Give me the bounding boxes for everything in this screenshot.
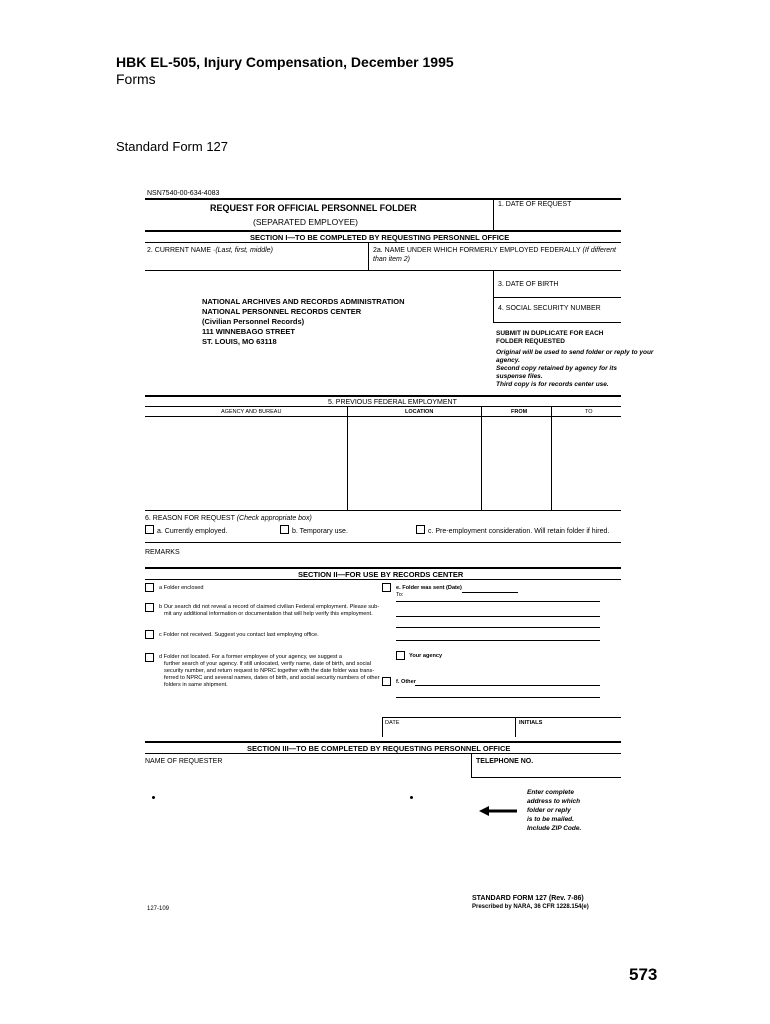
s2-e-checkbox[interactable]: [382, 583, 391, 592]
rule: [471, 777, 621, 778]
s2-b-line-1: b Our search did not reveal a record of claimed civilian Federal employment. Please sub-: [159, 604, 380, 610]
divider: [493, 198, 494, 230]
col-from: FROM: [511, 409, 528, 415]
form-code: 127-109: [147, 906, 170, 912]
rule: [396, 616, 600, 617]
s2-b-checkbox[interactable]: [145, 603, 154, 612]
rule: [396, 627, 600, 628]
submit-note-2: FOLDER REQUESTED: [496, 338, 565, 345]
rule: [145, 510, 621, 511]
field-reason-hint: (Check appropriate box): [236, 515, 312, 522]
address-line-3: (Civilian Personnel Records): [202, 317, 305, 326]
form-subtitle: (SEPARATED EMPLOYEE): [253, 217, 359, 227]
s2-d-line-3: security number, and return request to NPRC together with the date folder was trans-: [164, 668, 375, 674]
col-agency: AGENCY AND BUREAU: [221, 409, 282, 415]
copy-note-5: Third copy is for records center use.: [496, 381, 609, 388]
title-text: HBK EL-505, Injury Compensation, December 1995: [116, 54, 454, 70]
enter-note-4: is to be mailed.: [527, 816, 574, 823]
divider: [551, 406, 552, 510]
s2-c-label: c Folder not received. Suggest you contact last employing office.: [159, 632, 319, 638]
field-current-name-label: 2. CURRENT NAME ·: [147, 247, 216, 254]
s2-b-line-2: mit any additional information or documentation that will help verify this employment.: [164, 611, 373, 617]
nsn-number: NSN7540-00-634-4083: [147, 190, 220, 197]
enter-note-3: folder or reply: [527, 807, 571, 814]
rule: [145, 230, 621, 232]
form-title: REQUEST FOR OFFICIAL PERSONNEL FOLDER: [210, 203, 417, 213]
s2-d-line-1: d Folder not located. For a former employee of your agency, we suggest a: [159, 654, 343, 660]
field-former-name-label: 2a. NAME UNDER WHICH FORMERLY EMPLOYED FEDERALLY: [373, 247, 581, 254]
divider: [347, 406, 348, 510]
rule: [382, 717, 621, 718]
s2-a-label: a Folder enclosed: [159, 585, 204, 591]
reason-a-label: a. Currently employed.: [157, 528, 228, 535]
field-former-name-hint-1: (If different: [582, 247, 617, 254]
address-line-4: 111 WINNEBAGO STREET: [202, 327, 295, 336]
document-title: [116, 54, 454, 70]
divider: [493, 270, 494, 322]
copy-note-4: suspense files.: [496, 373, 543, 380]
reason-c-label: c. Pre-employment consideration. Will retain folder if hired.: [428, 528, 610, 535]
enter-note-5: Include ZIP Code.: [527, 825, 582, 832]
document-subtitle: Forms: [116, 71, 156, 87]
copy-note-3: Second copy retained by agency for its: [496, 365, 618, 372]
rule: [396, 697, 600, 698]
rule: [462, 592, 518, 593]
field-ssn[interactable]: 4. SOCIAL SECURITY NUMBER: [498, 305, 601, 312]
rule: [396, 640, 600, 641]
divider: [368, 242, 369, 270]
reason-b-checkbox[interactable]: [280, 525, 289, 534]
field-reason-label: 6. REASON FOR REQUEST: [145, 515, 235, 522]
rule: [145, 753, 621, 754]
field-telephone[interactable]: TELEPHONE NO.: [476, 758, 534, 765]
s2-other-checkbox[interactable]: [382, 677, 391, 686]
s2-e-label: e. Folder was sent (Date): [396, 585, 462, 591]
footer-form-title: STANDARD FORM 127 (Rev. 7-86): [472, 895, 584, 902]
section-2-heading: SECTION II—FOR USE BY RECORDS CENTER: [298, 570, 464, 579]
rule: [145, 741, 621, 743]
divider: [515, 717, 516, 737]
initials-field[interactable]: INITIALS: [519, 720, 543, 726]
field-current-name[interactable]: [147, 246, 273, 255]
footer-prescribed: Prescribed by NARA, 36 CFR 1228.154(e): [472, 904, 589, 910]
rule: [145, 579, 621, 580]
s2-d-line-2: further search of your agency. If still unlocated, verify name, date of birth, and social: [164, 661, 371, 667]
rule: [145, 395, 621, 397]
rule: [396, 601, 600, 602]
rule: [145, 567, 621, 569]
rule: [145, 270, 621, 271]
section-3-heading: SECTION III—TO BE COMPLETED BY REQUESTING PERSONNEL OFFICE: [247, 744, 511, 753]
copy-note-1: Original will be used to send folder or reply to your: [496, 349, 654, 356]
s2-c-checkbox[interactable]: [145, 630, 154, 639]
s2-your-agency-checkbox[interactable]: [396, 651, 405, 660]
s2-d-line-4: ferred to NPRC and several names, dates of birth, and social security numbers of other: [164, 675, 380, 681]
reason-c-checkbox[interactable]: [416, 525, 425, 534]
remarks-label[interactable]: REMARKS: [145, 549, 180, 556]
rule: [145, 416, 621, 417]
col-to: TO: [585, 409, 593, 415]
divider: [382, 717, 383, 737]
enter-note-1: Enter complete: [527, 789, 574, 796]
field-date-of-request[interactable]: 1. DATE OF REQUEST: [498, 201, 572, 208]
form-label: Standard Form 127: [116, 139, 229, 154]
col-location: LOCATION: [405, 409, 434, 415]
field-current-name-hint: (Last, first, middle): [215, 247, 273, 254]
s2-to-label: To:: [396, 592, 404, 598]
rule: [145, 542, 621, 543]
date-field[interactable]: DATE: [385, 720, 400, 726]
reason-b-label: b. Temporary use.: [292, 528, 348, 535]
address-line-1: NATIONAL ARCHIVES AND RECORDS ADMINISTRATION: [202, 297, 405, 306]
rule: [493, 297, 621, 298]
rule: [145, 406, 621, 407]
s2-d-line-5: folders in same shipment.: [164, 682, 228, 688]
field-name-of-requester[interactable]: NAME OF REQUESTER: [145, 758, 223, 765]
address-line-2: NATIONAL PERSONNEL RECORDS CENTER: [202, 307, 362, 316]
bullet-mark: [410, 796, 413, 799]
page-number: 573: [629, 965, 658, 984]
section-1-heading: SECTION I—TO BE COMPLETED BY REQUESTING PERSONNEL OFFICE: [250, 233, 510, 242]
field-former-name[interactable]: [373, 246, 616, 255]
submit-note-1: SUBMIT IN DUPLICATE FOR EACH: [496, 330, 604, 337]
rule: [415, 685, 600, 686]
arrow-left-icon: [479, 806, 519, 816]
s2-a-checkbox[interactable]: [145, 583, 154, 592]
divider: [481, 406, 482, 510]
s2-other-label: f. Other: [396, 679, 416, 685]
s2-d-checkbox[interactable]: [145, 653, 154, 662]
reason-a-checkbox[interactable]: [145, 525, 154, 534]
rule: [493, 322, 621, 323]
enter-note-2: address to which: [527, 798, 581, 805]
field-reason: [145, 514, 312, 523]
copy-note-2: agency.: [496, 357, 520, 364]
field-former-name-hint-2: than item 2): [373, 256, 410, 263]
divider: [471, 753, 472, 777]
rule: [145, 242, 621, 243]
field-date-of-birth[interactable]: 3. DATE OF BIRTH: [498, 281, 559, 288]
bullet-mark: [152, 796, 155, 799]
section-5-heading: 5. PREVIOUS FEDERAL EMPLOYMENT: [328, 399, 457, 406]
address-line-5: ST. LOUIS, MO 63118: [202, 337, 277, 346]
s2-your-agency-label: Your agency: [409, 653, 443, 659]
